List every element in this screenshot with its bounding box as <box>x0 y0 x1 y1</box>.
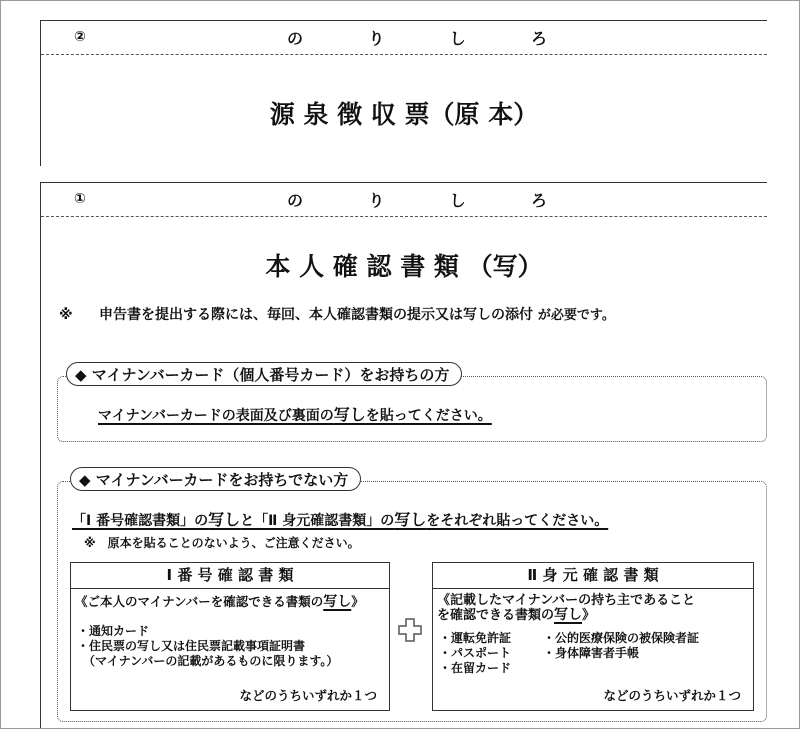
list-item: ・在留カード <box>439 661 512 675</box>
doc-box-title: Ⅱ 身 元 確 認 書 類 <box>433 563 753 589</box>
notice-text: ※ 申告書を提出する際には、毎回、本人確認書類の提示又は写しの添付 が必要です。 <box>59 307 615 323</box>
dashed-fold-line <box>41 216 767 217</box>
doc-box-subtitle: 《記載したマイナンバーの持ち主であること を確認できる書類の写し》 <box>437 593 696 623</box>
list-item: （マイナンバーの記載があるものに限ります。） <box>83 654 339 668</box>
glue-strip-top <box>41 21 767 55</box>
number-verification-box <box>70 562 390 711</box>
card-holder-instruction: マイナンバーカードの表面及び裏面の写しを貼ってください。 <box>98 405 492 424</box>
panel-number: ② <box>74 29 86 45</box>
card-holder-heading: ◆ マイナンバーカード（個人番号カード）をお持ちの方 <box>66 362 462 386</box>
panel-number: ① <box>74 191 86 207</box>
page-title: 源 泉 徴 収 票（原 本） <box>269 100 539 129</box>
doc-box-footer: などのうちいずれか１つ <box>603 688 741 703</box>
non-holder-heading: ◆ マイナンバーカードをお持ちでない方 <box>70 467 361 491</box>
glue-label: の り し ろ <box>287 191 547 210</box>
plus-icon <box>398 618 422 642</box>
section-title: 本 人 確 認 書 類 （写） <box>265 252 543 281</box>
doc-box-subtitle: 《ご本人のマイナンバーを確認できる書類の写し》 <box>75 594 364 610</box>
list-item: ・通知カード <box>77 624 150 638</box>
list-item: ・運転免許証 <box>439 631 512 645</box>
list-item: ・公的医療保険の被保険者証 <box>543 631 700 645</box>
non-holder-instruction: 「Ⅰ 番号確認書類」の写しと「Ⅱ 身元確認書類」の写しをそれぞれ貼ってください。 <box>72 510 609 529</box>
doc-list <box>71 610 389 669</box>
glue-label: の り し ろ <box>287 29 547 48</box>
doc-list <box>433 623 753 676</box>
list-item: ・住民票の写し又は住民票記載事項証明書 <box>77 639 306 653</box>
list-item: ・パスポート <box>439 646 512 660</box>
caution-note: ※ 原本を貼ることのないよう、ご注意ください。 <box>84 536 360 550</box>
dashed-fold-line <box>41 54 767 55</box>
doc-box-footer: などのうちいずれか１つ <box>239 688 377 703</box>
identity-verification-box <box>432 562 754 711</box>
gensen-panel <box>40 20 767 166</box>
doc-box-title: Ⅰ 番 号 確 認 書 類 <box>71 563 389 589</box>
glue-strip-bottom <box>41 183 767 217</box>
list-item: ・身体障害者手帳 <box>543 646 640 660</box>
